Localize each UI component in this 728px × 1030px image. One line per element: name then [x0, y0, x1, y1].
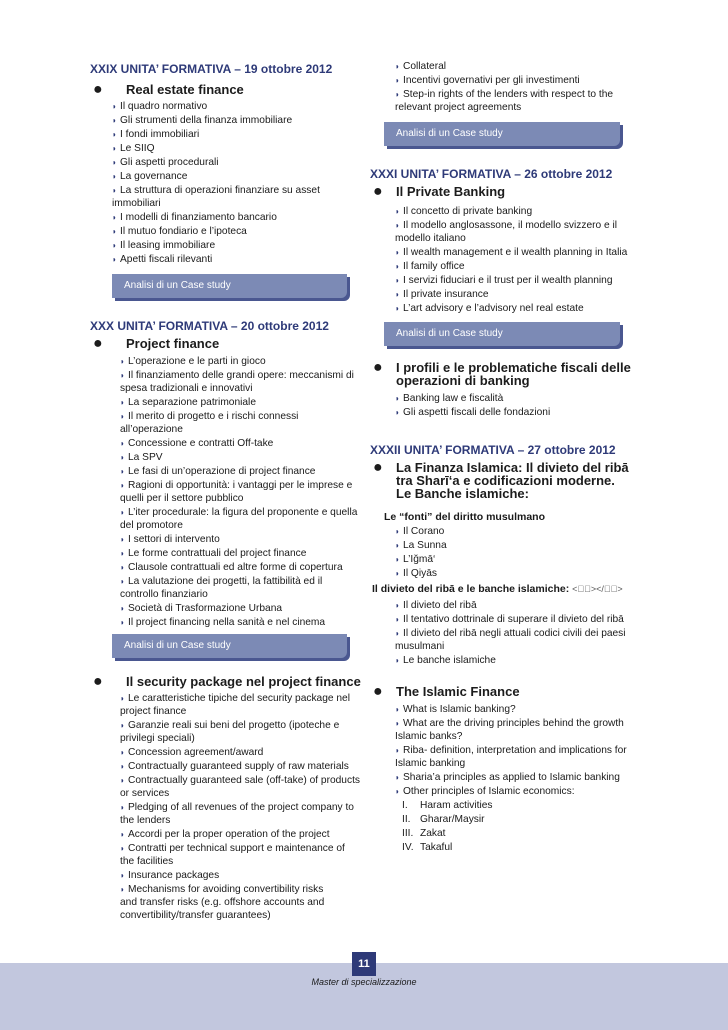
arrow-bullet-icon: ◗: [120, 467, 125, 476]
arrow-bullet-icon: ◗: [120, 535, 125, 544]
arrow-bullet-icon: ◗: [120, 453, 125, 462]
list-item: ◗ Gli aspetti fiscali delle fondazioni: [395, 407, 551, 418]
list-item: ◗ What are the driving principles behind the growth: [395, 718, 624, 729]
list-item-continued: the facilities: [120, 856, 174, 867]
list-item: ◗ L’operazione e le parti in gioco: [120, 356, 266, 367]
arrow-bullet-icon: ◗: [395, 773, 400, 782]
arrow-bullet-icon: ◗: [120, 721, 125, 730]
list-item: ◗ Il family office: [395, 261, 465, 272]
fonti-header: Le “fonti” del diritto musulmano: [384, 511, 545, 523]
list-item: ◗ Il modello anglosassone, il modello svizzero e il: [395, 220, 618, 231]
arrow-bullet-icon: ◗: [112, 255, 117, 264]
bullet-icon: ●: [373, 459, 383, 476]
list-item: ◗ Garanzie reali sui beni del progetto (ipoteche e: [120, 720, 340, 731]
arrow-bullet-icon: ◗: [120, 481, 125, 490]
list-item-continued: Islamic banking: [395, 758, 466, 769]
arrow-bullet-icon: ◗: [120, 762, 125, 771]
riba-header: Il divieto del ribā e le banche islamiche: <⚆⃝></⚆⃝>: [372, 583, 623, 595]
list-item: ◗ La struttura di operazioni finanziare su asset: [112, 185, 320, 196]
arrow-bullet-icon: ◗: [395, 394, 400, 403]
list-item: ◗ Il leasing immobiliare: [112, 240, 216, 251]
arrow-bullet-icon: ◗: [395, 601, 400, 610]
list-item: ◗ Il concetto di private banking: [395, 206, 533, 217]
list-item: ◗ Collateral: [395, 61, 447, 72]
arrow-bullet-icon: ◗: [112, 241, 117, 250]
roman-item: Takaful: [420, 842, 453, 853]
list-item: ◗ Il finanziamento delle grandi opere: meccanismi di: [120, 370, 354, 381]
arrow-bullet-icon: ◗: [112, 172, 117, 181]
arrow-bullet-icon: ◗: [395, 719, 400, 728]
list-item: ◗ Gli aspetti procedurali: [112, 157, 219, 168]
roman-item: Zakat: [420, 828, 446, 839]
list-item-continued: and transfer risks (e.g. offshore accounts and: [120, 897, 325, 908]
bullet-icon: ●: [93, 673, 103, 690]
arrow-bullet-icon: ◗: [120, 604, 125, 613]
arrow-bullet-icon: ◗: [120, 412, 125, 421]
roman-numeral: III.: [402, 828, 414, 839]
list-item: ◗ Il tentativo dottrinale di superare il divieto del ribā: [395, 614, 624, 625]
arrow-bullet-icon: ◗: [120, 563, 125, 572]
list-item: ◗ Le fasi di un’operazione di project finance: [120, 466, 316, 477]
list-item: ◗ Contratti per technical support e maintenance of: [120, 843, 345, 854]
arrow-bullet-icon: ◗: [120, 371, 125, 380]
arrow-bullet-icon: ◗: [395, 304, 400, 313]
arrow-bullet-icon: ◗: [120, 439, 125, 448]
list-item: ◗ Società di Trasformazione Urbana: [120, 603, 283, 614]
list-item: ◗ Concession agreement/award: [120, 747, 264, 758]
list-item-continued: the lenders: [120, 815, 171, 826]
list-item: ◗ Le banche islamiche: [395, 655, 496, 666]
arrow-bullet-icon: ◗: [395, 615, 400, 624]
unit-32-title: XXXII UNITA’ FORMATIVA – 27 ottobre 2012: [370, 443, 616, 457]
arrow-bullet-icon: ◗: [395, 262, 400, 271]
list-item: ◗ Le forme contrattuali del project finance: [120, 548, 307, 559]
list-item-continued: convertibility/transfer guarantees): [120, 910, 271, 921]
bullet-icon: ●: [373, 683, 383, 700]
bullet-icon: ●: [93, 335, 103, 352]
list-item-continued: musulmani: [395, 641, 445, 652]
arrow-bullet-icon: ◗: [112, 116, 117, 125]
arrow-bullet-icon: ◗: [120, 844, 125, 853]
arrow-bullet-icon: ◗: [120, 508, 125, 517]
arrow-bullet-icon: ◗: [120, 871, 125, 880]
list-item: ◗ La Sunna: [395, 540, 447, 551]
arrow-bullet-icon: ◗: [395, 555, 400, 564]
list-item: ◗ I servizi fiduciari e il trust per il wealth planning: [395, 275, 613, 286]
arrow-bullet-icon: ◗: [395, 629, 400, 638]
roman-numeral: IV.: [402, 842, 414, 853]
list-item: ◗ Il divieto del ribā negli attuali codici civili dei paesi: [395, 628, 626, 639]
arrow-bullet-icon: ◗: [395, 541, 400, 550]
arrow-bullet-icon: ◗: [120, 830, 125, 839]
list-item: ◗ Banking law e fiscalità: [395, 393, 504, 404]
arrow-bullet-icon: ◗: [112, 144, 117, 153]
arrow-bullet-icon: ◗: [112, 186, 117, 195]
list-item: ◗ La separazione patrimoniale: [120, 397, 256, 408]
list-item: ◗ Gli strumenti della finanza immobiliare: [112, 115, 293, 126]
list-item: ◗ Insurance packages: [120, 870, 220, 881]
list-item: ◗ Il wealth management e il wealth planning in Italia: [395, 247, 628, 258]
list-item-continued: del promotore: [120, 520, 183, 531]
arrow-bullet-icon: ◗: [395, 527, 400, 536]
footer-caption: Master di specializzazione: [311, 977, 417, 987]
arrow-bullet-icon: ◗: [395, 746, 400, 755]
list-item: ◗ Il quadro normativo: [112, 101, 208, 112]
case-study-banner: Analisi di un Case study: [384, 122, 620, 146]
list-item-continued: project finance: [120, 706, 187, 717]
arrow-bullet-icon: ◗: [395, 276, 400, 285]
roman-item: Haram activities: [420, 800, 493, 811]
arrow-bullet-icon: ◗: [112, 213, 117, 222]
arrow-bullet-icon: ◗: [120, 885, 125, 894]
list-item: ◗ Ragioni di opportunità: i vantaggi per le imprese e: [120, 480, 353, 491]
list-item: ◗ Step-in rights of the lenders with respect to the: [395, 89, 614, 100]
arrow-bullet-icon: ◗: [120, 398, 125, 407]
list-item: ◗ Il project financing nella sanità e nel cinema: [120, 617, 326, 628]
arrow-bullet-icon: ◗: [120, 357, 125, 366]
arrow-bullet-icon: ◗: [120, 776, 125, 785]
arrow-bullet-icon: ◗: [395, 656, 400, 665]
list-item: ◗ Sharia’a principles as applied to Islamic banking: [395, 772, 620, 783]
list-item: ◗ La governance: [112, 171, 188, 182]
arrow-bullet-icon: ◗: [120, 748, 125, 757]
list-item-continued: spesa tradizionali e innovativi: [120, 383, 253, 394]
list-item-continued: relevant project agreements: [395, 102, 522, 113]
list-item-continued: controllo finanziario: [120, 589, 208, 600]
list-item-continued: modello italiano: [395, 233, 466, 244]
arrow-bullet-icon: ◗: [120, 803, 125, 812]
list-item: ◗ Clausole contrattuali ed altre forme di copertura: [120, 562, 343, 573]
list-item: ◗ Il merito di progetto e i rischi connessi: [120, 411, 299, 422]
case-study-banner: Analisi di un Case study: [112, 634, 347, 658]
arrow-bullet-icon: ◗: [395, 248, 400, 257]
list-item: ◗ Riba- definition, interpretation and implications for: [395, 745, 627, 756]
arrow-bullet-icon: ◗: [112, 227, 117, 236]
page-number: 11: [352, 952, 376, 976]
list-item: ◗ Incentivi governativi per gli investimenti: [395, 75, 580, 86]
arrow-bullet-icon: ◗: [395, 408, 400, 417]
list-item: ◗ Contractually guaranteed supply of raw materials: [120, 761, 349, 772]
list-item-continued: privilegi speciali): [120, 733, 195, 744]
roman-numeral: I.: [402, 800, 408, 811]
arrow-bullet-icon: ◗: [395, 787, 400, 796]
bullet-icon: ●: [93, 81, 103, 98]
list-item: ◗ Le SIIQ: [112, 143, 155, 154]
roman-item: Gharar/Maysir: [420, 814, 485, 825]
arrow-bullet-icon: ◗: [395, 290, 400, 299]
list-item: ◗ Contractually guaranteed sale (off-take) of products: [120, 775, 360, 786]
unit-29-title: XXIX UNITA’ FORMATIVA – 19 ottobre 2012: [90, 62, 333, 76]
arrow-bullet-icon: ◗: [395, 705, 400, 714]
list-item-continued: immobiliari: [112, 198, 161, 209]
list-item: ◗ Accordi per la proper operation of the project: [120, 829, 330, 840]
list-item-continued: quelli per il settore pubblico: [120, 493, 244, 504]
arrow-bullet-icon: ◗: [112, 130, 117, 139]
list-item: ◗ L’iter procedurale: la figura del proponente e quella: [120, 507, 358, 518]
list-item: ◗ Other principles of Islamic economics:: [395, 786, 575, 797]
list-item-continued: all’operazione: [120, 424, 183, 435]
case-study-banner: Analisi di un Case study: [384, 322, 620, 346]
list-item: ◗ Il Corano: [395, 526, 445, 537]
list-item: ◗ I modelli di finanziamento bancario: [112, 212, 277, 223]
list-item: ◗ Il private insurance: [395, 289, 489, 300]
arrow-bullet-icon: ◗: [395, 569, 400, 578]
list-item: ◗ I fondi immobiliari: [112, 129, 200, 140]
list-item: ◗ Concessione e contratti Off-take: [120, 438, 274, 449]
arrow-bullet-icon: ◗: [395, 221, 400, 230]
list-item: ◗ Apetti fiscali rilevanti: [112, 254, 213, 265]
list-item: ◗ Mechanisms for avoiding convertibility risks: [120, 884, 324, 895]
list-item-continued: or services: [120, 788, 170, 799]
arrow-bullet-icon: ◗: [112, 102, 117, 111]
case-study-banner: Analisi di un Case study: [112, 274, 347, 298]
arrow-bullet-icon: ◗: [395, 76, 400, 85]
arrow-bullet-icon: ◗: [395, 90, 400, 99]
bullet-icon: ●: [373, 359, 383, 376]
arrow-bullet-icon: ◗: [120, 577, 125, 586]
list-item: ◗ Le caratteristiche tipiche del security package nel: [120, 693, 350, 704]
list-item: ◗ L’art advisory e l’advisory nel real estate: [395, 303, 584, 314]
arrow-bullet-icon: ◗: [112, 158, 117, 167]
arrow-bullet-icon: ◗: [120, 549, 125, 558]
arrow-bullet-icon: ◗: [120, 694, 125, 703]
list-item: ◗ L’Iğmā‘: [395, 554, 436, 565]
list-item: ◗ Il Qiyās: [395, 568, 437, 579]
list-item-continued: Islamic banks?: [395, 731, 463, 742]
arrow-bullet-icon: ◗: [395, 207, 400, 216]
list-item: ◗ Il divieto del ribā: [395, 600, 477, 611]
arrow-bullet-icon: ◗: [120, 618, 125, 627]
list-item: ◗ Il mutuo fondiario e l’ipoteca: [112, 226, 247, 237]
list-item: ◗ La SPV: [120, 452, 163, 463]
roman-numeral: II.: [402, 814, 411, 825]
list-item: ◗ Pledging of all revenues of the project company to: [120, 802, 354, 813]
arrow-bullet-icon: ◗: [395, 62, 400, 71]
list-item: ◗ What is Islamic banking?: [395, 704, 516, 715]
list-item: ◗ La valutazione dei progetti, la fattibilità ed il: [120, 576, 323, 587]
unit-31-title: XXXI UNITA’ FORMATIVA – 26 ottobre 2012: [370, 167, 613, 181]
unit-30-title: XXX UNITA’ FORMATIVA – 20 ottobre 2012: [90, 319, 329, 333]
list-item: ◗ I settori di intervento: [120, 534, 220, 545]
bullet-icon: ●: [373, 183, 383, 200]
